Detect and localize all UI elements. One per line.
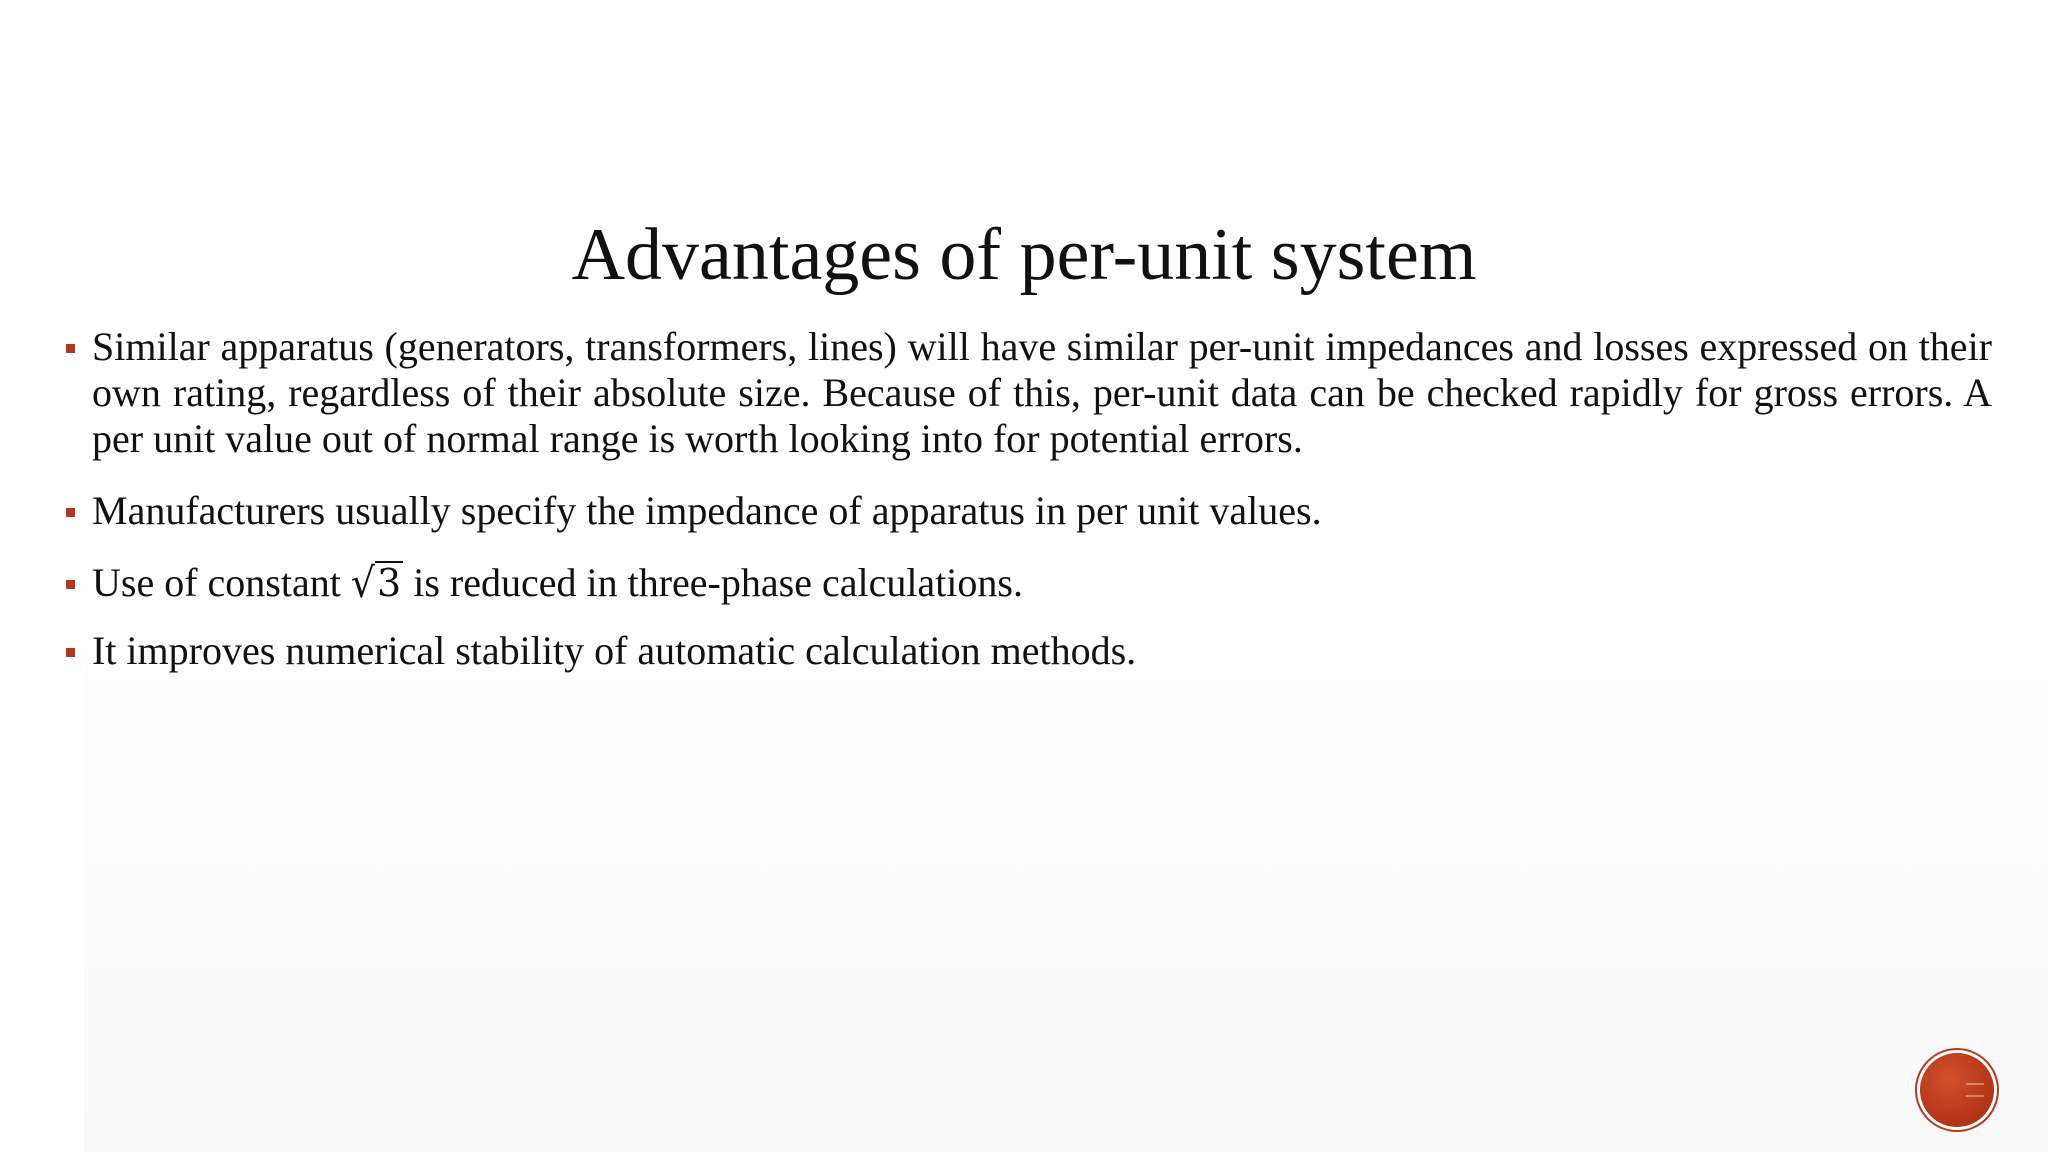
bullet-text: Similar apparatus (generators, transformers, lines) will have similar per-unit impedances and losses expressed on their own rating, regardless of their absolute size. Because of this, per-unit data can be checked rapidly for gross errors. A per unit value out of normal range is worth looking into for potential errors. (92, 324, 1992, 461)
bullet-item (62, 488, 1992, 534)
bullet-item (62, 628, 1992, 674)
radicand: 3 (377, 561, 402, 605)
bullet-item (62, 324, 1992, 462)
square-bullet-icon (66, 648, 75, 657)
square-bullet-icon (66, 580, 75, 589)
bullet-text-after: is reduced in three-phase calculations. (403, 560, 1023, 605)
slide-title: Advantages of per-unit system (571, 214, 1477, 296)
square-root-expression (351, 560, 403, 606)
slide-badge-icon[interactable] (1920, 1053, 1994, 1127)
bullet-item (62, 560, 1992, 606)
badge-texture-icon (1966, 1083, 1984, 1097)
square-bullet-icon (66, 344, 75, 353)
bullet-text-before: Use of constant (92, 560, 351, 605)
bullet-list (62, 324, 1992, 700)
square-bullet-icon (66, 508, 75, 517)
bullet-text: It improves numerical stability of automatic calculation methods. (92, 628, 1137, 673)
bullet-text: Manufacturers usually specify the impedance of apparatus in per unit values. (92, 488, 1322, 533)
radical-sign: √ (350, 559, 376, 607)
